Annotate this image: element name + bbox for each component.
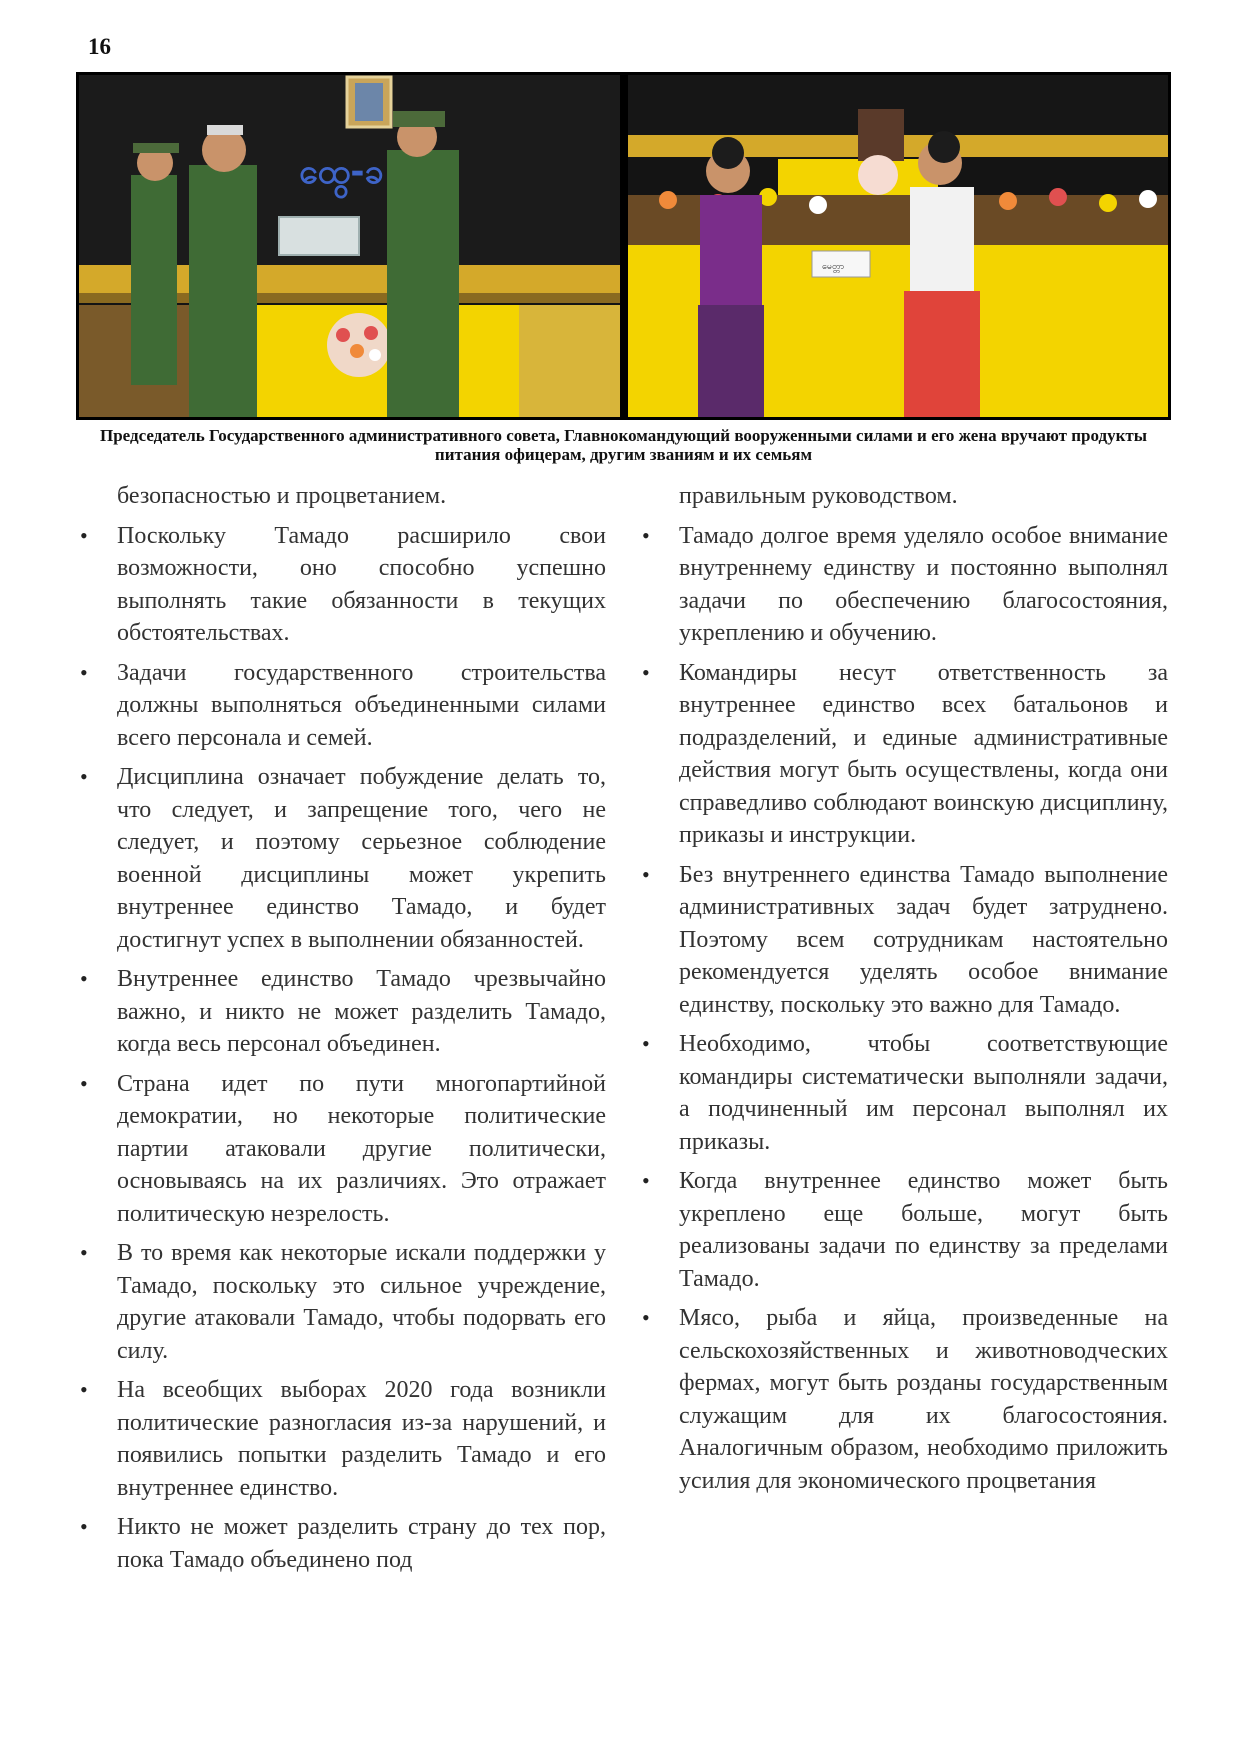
ceremony-uniform-photo-icon bbox=[79, 75, 620, 417]
list-item: • В то время как некоторые искали поддержки у Тамадо, поскольку это сильное учреждение, другие атаковали Тамадо, чтобы подорвать его силу. bbox=[80, 1237, 606, 1367]
left-column bbox=[80, 480, 606, 1583]
list-item: • Задачи государственного строительства должны выполняться объединенными силами всего персонала и семей. bbox=[80, 657, 606, 755]
right-column bbox=[642, 480, 1168, 1504]
figure-caption: Председатель Государственного административного совета, Главнокомандующий вооруженными силами и его жена вручают продукты питания офицерам, другим званиям и их семьям bbox=[99, 426, 1148, 464]
list-item: • Мясо, рыба и яйца, произведенные на сельскохозяйственных и животноводческих фермах, могут быть розданы государственным служащим для их благосостояния. Аналогичным образом, необходимо приложить усилия для экономического процветания bbox=[642, 1302, 1168, 1497]
left-lead-text: безопасностью и процветанием. bbox=[117, 483, 447, 509]
right-bullet-list bbox=[642, 520, 1168, 1498]
list-item: • Когда внутреннее единство может быть укреплено еще больше, могут быть реализованы задачи по единству за пределами Тамадо. bbox=[642, 1165, 1168, 1295]
list-item: • Внутреннее единство Тамадо чрезвычайно важно, и никто не может разделить Тамадо, когда весь персонал объединен. bbox=[80, 963, 606, 1061]
list-item: • Без внутреннего единства Тамадо выполнение административных задач будет затруднено. Поэтому всем сотрудникам настоятельно рекомендуется уделять особое внимание единству, поскольку это важно для Тамадо. bbox=[642, 859, 1168, 1022]
figure-photos bbox=[76, 72, 1171, 420]
photo-left bbox=[79, 75, 620, 417]
package-label: မေတ္တာ bbox=[822, 262, 845, 272]
list-item: • Никто не может разделить страну до тех пор, пока Тамадо объединено под bbox=[80, 1511, 606, 1576]
list-item: • Страна идет по пути многопартийной демократии, но некоторые политические партии атаковали другие политически, основываясь на их различиях. Это отражает политическую незрелость. bbox=[80, 1068, 606, 1231]
page-number: 16 bbox=[88, 34, 111, 59]
list-item: • На всеобщих выборах 2020 года возникли политические разногласия из-за нарушений, и появились попытки разделить Тамадо и его внутреннее единство. bbox=[80, 1374, 606, 1504]
left-bullet-list bbox=[80, 520, 606, 1577]
list-item: • Тамадо долгое время уделяло особое внимание внутреннему единству и постоянно выполнял задачи по обеспечению благосостояния, укреплению и обучению. bbox=[642, 520, 1168, 650]
list-item: • Дисциплина означает побуждение делать то, что следует, и запрещение того, чего не следует, и поэтому серьезное соблюдение военной дисциплины может укрепить внутреннее единство Тамадо, и будет достигнут успех в выполнении обязанностей. bbox=[80, 761, 606, 956]
photo-right bbox=[628, 75, 1168, 417]
right-lead-text: правильным руководством. bbox=[679, 483, 958, 509]
list-item: • Поскольку Тамадо расширило свои возможности, оно способно успешно выполнять такие обязанности в текущих обстоятельствах. bbox=[80, 520, 606, 650]
list-item: • Необходимо, чтобы соответствующие командиры систематически выполняли задачи, а подчиненный им персонал выполнял их приказы. bbox=[642, 1028, 1168, 1158]
ceremony-civilian-photo-icon bbox=[628, 75, 1168, 417]
backdrop-sign: ထွေ-ခ bbox=[299, 152, 384, 192]
list-item: • Командиры несут ответственность за внутреннее единство всех батальонов и подразделений, и единые административные действия могут быть осуществлены, когда они справедливо соблюдают воинскую дисциплину, приказы и инструкции. bbox=[642, 657, 1168, 852]
